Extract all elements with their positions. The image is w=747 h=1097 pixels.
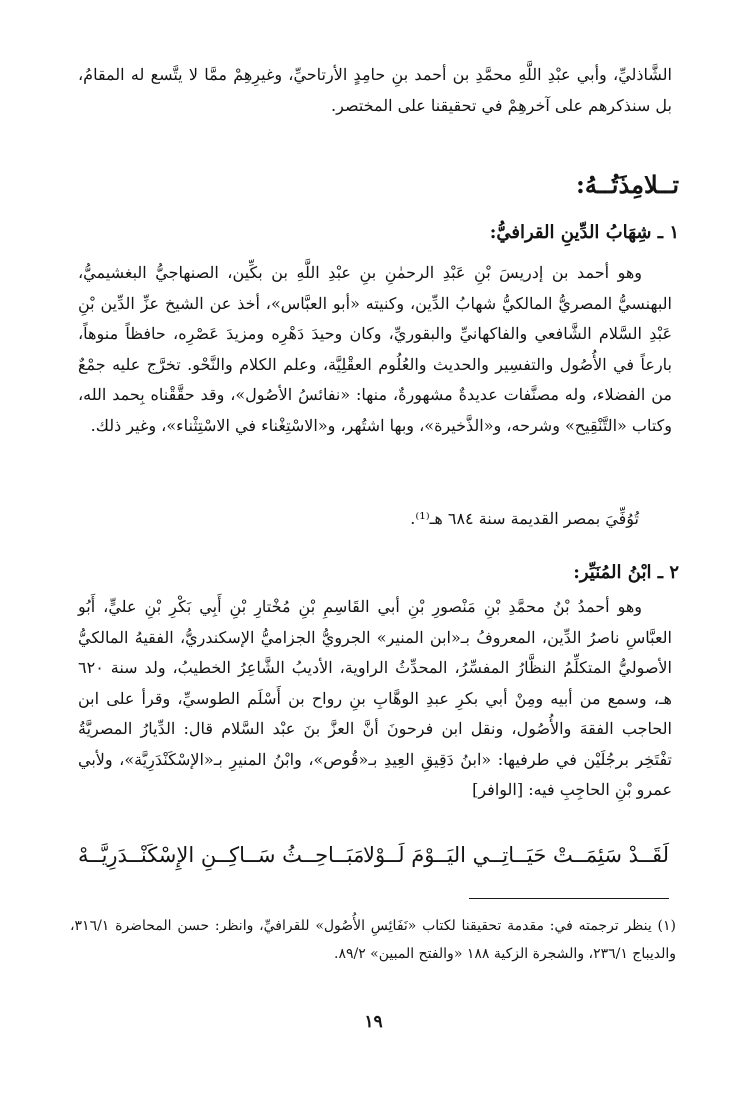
intro-paragraph: الشَّاذليِّ، وأبي عبْدِ اللَّهِ محمَّدِ بن أحمد بنِ حامِدٍ الأرتاحيِّ، وغيرِهِمْ ممَّا لا يتَّسع له المقامُ، بل سنذكرهم على آخرهِمْ في تحقيقنا على المختصر. <box>78 65 672 115</box>
page-number: ١٩ <box>364 1012 383 1032</box>
student-heading-1: ١ ـ شِهَابُ الدِّينِ القرافيُّ: <box>489 222 679 243</box>
section-title: تــلامِذَتُــهُ: <box>576 170 679 199</box>
student-paragraph-1: وهو أحمد بن إدريسَ بْنِ عَبْدِ الرحمٰنِ بنِ عبْدِ اللَّهِ بن بكِّين، الصنهاجيُّ البغشيميُّ، البهنسيُّ المصريُّ المالكيُّ شهابُ الدِّين، وكنيته «أبو العبَّاس»، أخذ عن الشيخ عزِّ الدِّين بْنِ عَبْدِ السَّلام الشَّافعي والفاكهانيِّ والبقوريِّ، وكان وحيدَ دَهْرِه ومزيدَ عَصْرِه، حافظاً منوهاً، بارعاً في الأُصُول والتفسِير والحديث والعُلُوم العقْلِيَّة، وعلم الكلام والنَّحْو. تخرَّج عليه جمْعٌ من الفضلاء، وله مصنَّفات عديدةٌ مشهورةٌ، منها: «نفائسُ الأصُول»، وقد حقَّقْناه بِحمد الله، وكتاب «التَّنْقِيح» وشرحه، و«الذَّخيرة»، وبها اشتُهر، و«الاسْتِغْناء في الاسْتِثْناء»، وغير ذلك. <box>78 263 673 435</box>
verse-first-hemistich: لَقَــدْ سَئِمَــتْ حَيَــاتِــي اليَــوْمَ لَــوْلا <box>363 843 669 867</box>
footnote: (١) ينظر ترجمته في: مقدمة تحقيقنا لكتاب «نَفَائِسِ الأُصُول» للقرافيِّ، وانظر: حسن المحاضرة ٣١٦/١، والديباج ٢٣٦/١، والشجرة الزكية ١٨٨ «والفتح المبين» ٨٩/٢. <box>70 918 676 962</box>
student-death-note-1: تُوُفِّيَ بمصر القديمة سنة ٦٨٤ هـ⁽¹⁾. <box>410 509 639 528</box>
student-heading-2: ٢ ـ ابْنُ المُنَيِّر: <box>573 562 679 583</box>
verse-second-hemistich: مَبَــاحِــثُ سَــاكِــنِ الإِسْكَنْــدَرِيَّــهْ <box>78 843 365 867</box>
student-paragraph-2: وهو أحمدُ بْنُ محمَّدِ بْنِ مَنْصورِ بْنِ أبي القَاسِمِ بْنِ مُخْتارِ بْنِ أَبِي بَكْرِ بْنِ عليٍّ، أَبُو العبَّاسِ ناصرُ الدِّين، المعروفُ بـ«ابن المنير» الجرويُّ الجزاميُّ الإسكندريُّ، الفقيهُ المالكيُّ الأصوليُّ المتكلِّمُ النظَّارُ المفسِّرُ، المحدِّثُ الراوية، الأديبُ الشَّاعِرُ الخطيبُ، ولد سنة ٦٢٠ هـ، وسمع من أبيه ومِنْ أبي بكرِ عبدِ الوهَّابِ بنِ رواح بن أَسْلَم الطوسيِّ، وقرأ على ابن الحاجب الفقهَ والأُصُول، ونقل ابن فرحونَ أنَّ العزَّ بنَ عبْد السَّلام قال: الدِّيارُ المصريَّةُ تفْتَخِر برجُلَيْن في طرفيها: «ابنُ دَقِيقِ العِيدِ بـ«قُوص»، وابْنُ المنيرِ بـ«الإسْكَنْدَرِيَّة»، ولأبي عمرو بْنِ الحاجِبِ فيه: [الوافر] <box>78 597 672 799</box>
footnote-divider <box>469 898 669 899</box>
